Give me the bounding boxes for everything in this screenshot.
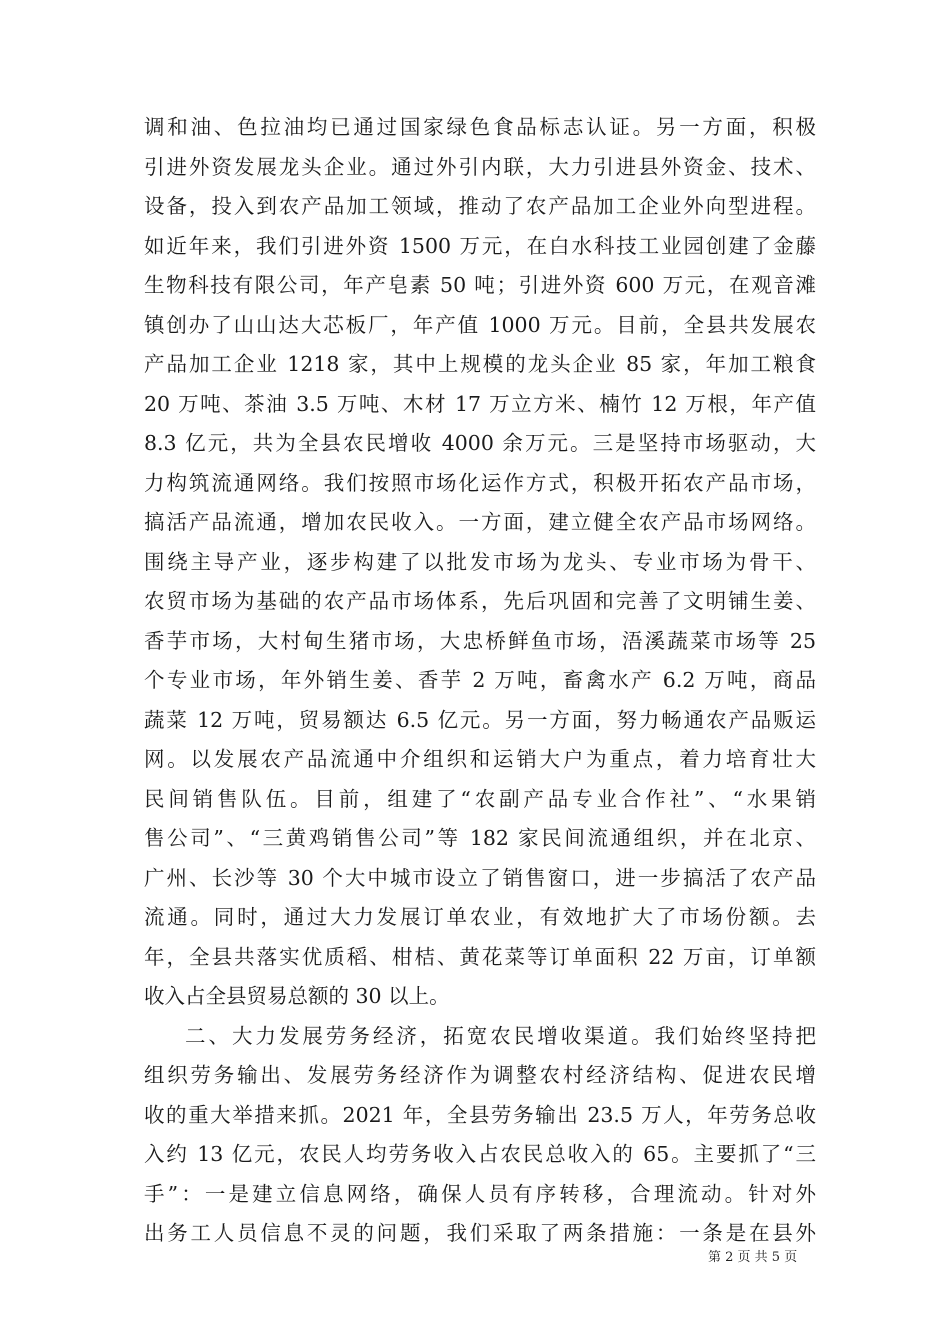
- text-line: 围绕主导产业，逐步构建了以批发市场为龙头、专业市场为骨干、: [144, 549, 816, 574]
- text-line: 如近年来，我们引进外资 1500 万元，在白水科技工业园创建了金藤: [144, 233, 816, 258]
- text-line: 调和油、色拉油均已通过国家绿色食品标志认证。另一方面，积极: [144, 115, 816, 139]
- text-line: 搞活产品流通，增加农民收入。一方面，建立健全农产品市场网络。: [144, 510, 816, 534]
- text-line: 农贸市场为基础的农产品市场体系，先后巩固和完善了文明铺生姜、: [144, 589, 816, 613]
- text-line: 个专业市场，年外销生姜、香芋 2 万吨，畜禽水产 6.2 万吨，商品: [144, 668, 816, 692]
- text-line: 年，全县共落实优质稻、柑桔、黄花菜等订单面积 22 万亩，订单额: [144, 944, 816, 969]
- text-line: 20 万吨、茶油 3.5 万吨、木材 17 万立方米、楠竹 12 万根，年产值: [144, 391, 816, 416]
- section-heading-line: 二、大力发展劳务经济，拓宽农民增收渠道。我们始终坚持把: [185, 1023, 816, 1048]
- text-line: 设备，投入到农产品加工领域，推动了农产品加工企业外向型进程。: [144, 194, 816, 218]
- text-line: 手”：一是建立信息网络，确保人员有序转移，合理流动。针对外: [144, 1181, 816, 1206]
- text-line: 组织劳务输出、发展劳务经济作为调整农村经济结构、促进农民增: [144, 1063, 816, 1087]
- paragraph-end-line: 收入占全县贸易总额的 30 以上。: [144, 984, 450, 1008]
- text-line: 蔬菜 12 万吨，贸易额达 6.5 亿元。另一方面，努力畅通农产品贩运: [144, 707, 816, 732]
- text-line: 香芋市场，大村甸生猪市场，大忠桥鲜鱼市场，浯溪蔬菜市场等 25: [144, 628, 816, 653]
- text-line: 力构筑流通网络。我们按照市场化运作方式，积极开拓农产品市场，: [144, 470, 816, 495]
- text-line: 入约 13 亿元，农民人均劳务收入占农民总收入的 65。主要抓了“三: [144, 1142, 816, 1166]
- text-line: 网。以发展农产品流通中介组织和运销大户为重点，着力培育壮大: [144, 747, 816, 771]
- text-line: 镇创办了山山达大芯板厂，年产值 1000 万元。目前，全县共发展农: [144, 312, 816, 337]
- text-line: 产品加工企业 1218 家，其中上规模的龙头企业 85 家，年加工粮食: [144, 352, 816, 376]
- text-line: 出务工人员信息不灵的问题，我们采取了两条措施：一条是在县外: [144, 1221, 816, 1245]
- body-text: [144, 108, 816, 1254]
- text-line: 民间销售队伍。目前，组建了“农副产品专业合作社”、“水果销: [144, 786, 816, 811]
- text-line: 8.3 亿元，共为全县农民增收 4000 余万元。三是坚持市场驱动，大: [144, 431, 816, 455]
- text-line: 广州、长沙等 30 个大中城市设立了销售窗口，进一步搞活了农产品: [144, 865, 816, 890]
- text-line: 流通。同时，通过大力发展订单农业，有效地扩大了市场份额。去: [144, 905, 816, 929]
- text-line: 引进外资发展龙头企业。通过外引内联，大力引进县外资金、技术、: [144, 154, 816, 179]
- text-line: 生物科技有限公司，年产皂素 50 吨；引进外资 600 万元，在观音滩: [144, 273, 816, 297]
- page-number-footer: 第 2 页 共 5 页: [708, 1250, 798, 1265]
- text-line: 收的重大举措来抓。2021 年，全县劳务输出 23.5 万人，年劳务总收: [144, 1102, 816, 1127]
- text-line: 售公司”、“三黄鸡销售公司”等 182 家民间流通组织，并在北京、: [144, 826, 816, 850]
